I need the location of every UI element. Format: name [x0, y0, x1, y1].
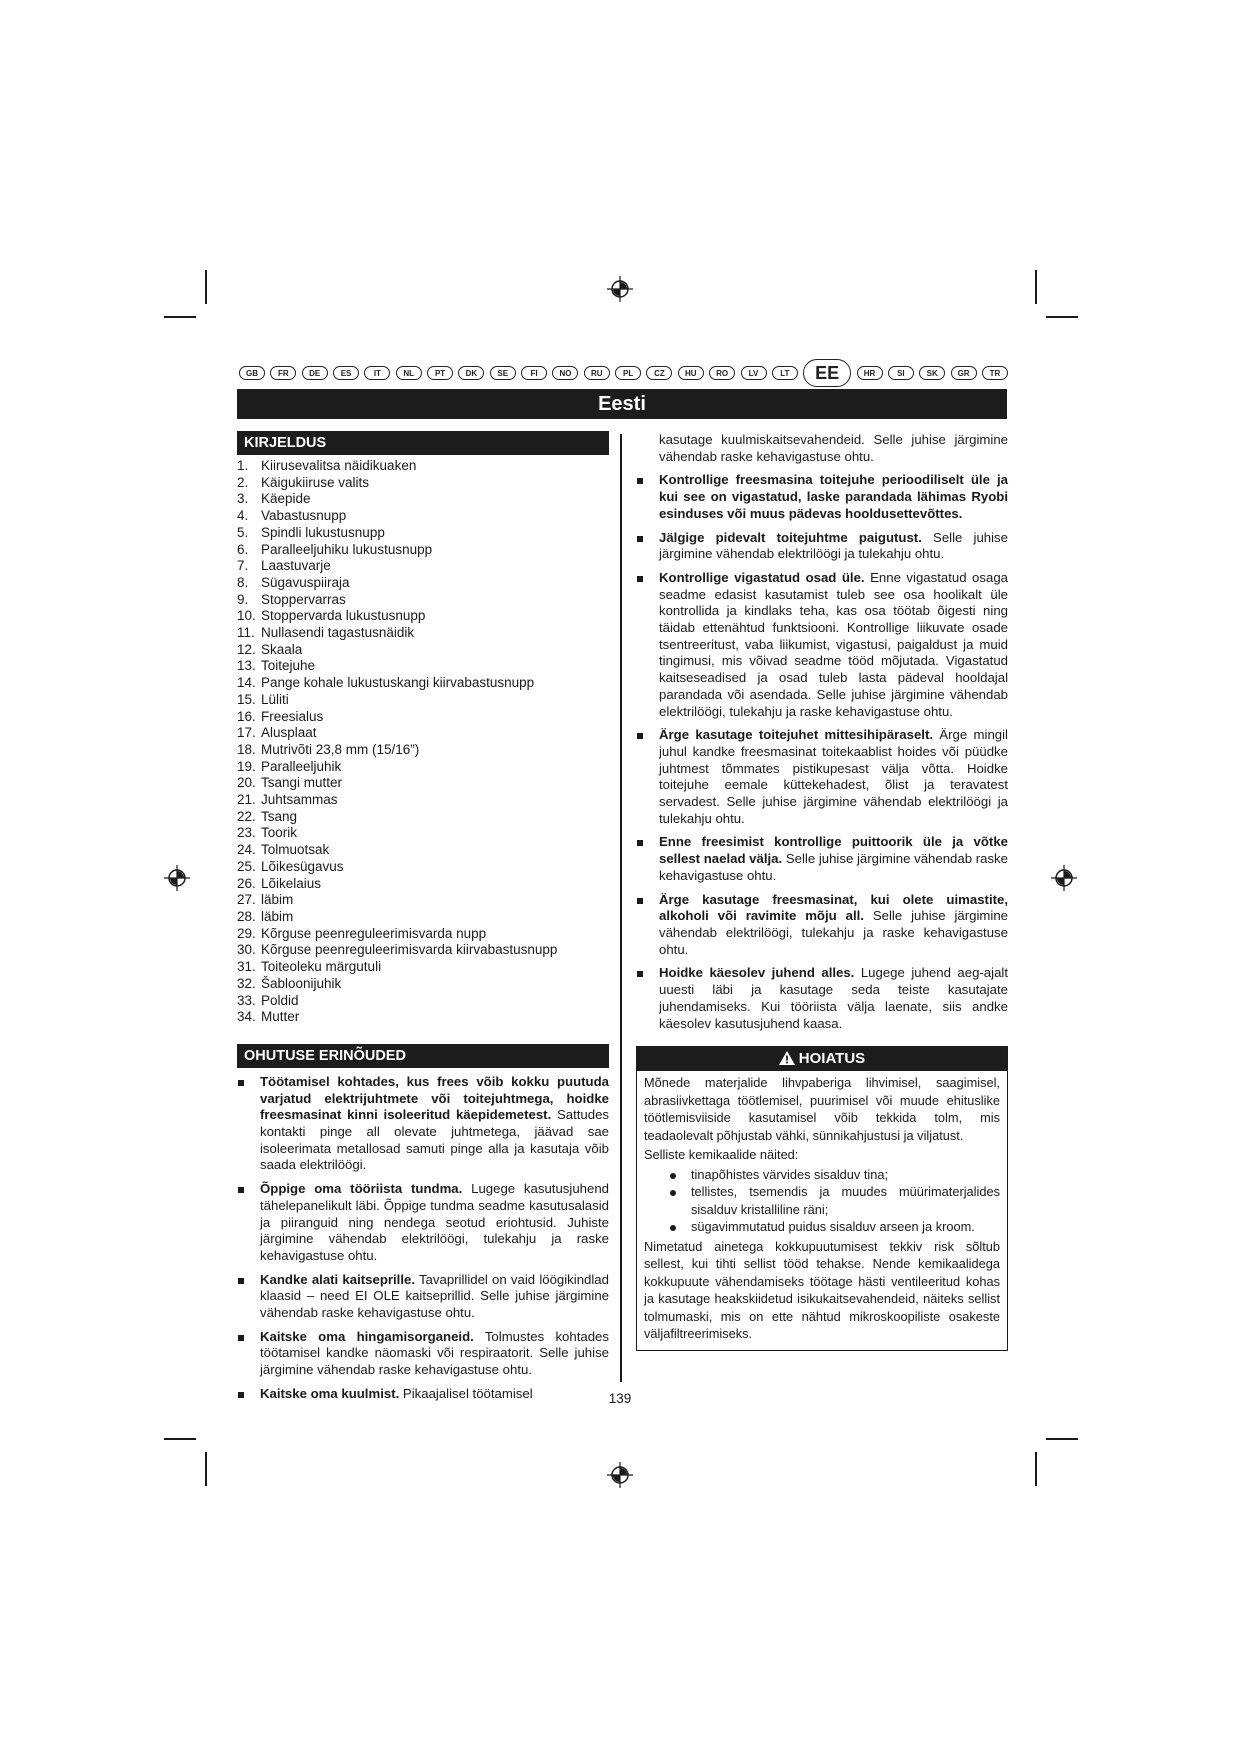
list-item-text: Paralleeljuhik	[261, 758, 342, 774]
language-badge-se: SE	[490, 366, 516, 380]
crop-mark	[1046, 316, 1078, 318]
safety-item-text: Tolmustes kohtades töötamisel kandke näomaski või respiraatorit. Selle juhise järgimine vähendab raske kehavigastuse ohtu.	[260, 1328, 609, 1378]
list-item-text: Pange kohale lukustuskangi kiirvabastusnupp	[261, 675, 535, 691]
safety-item-title: Enne freesimist kontrollige puittoorik üle ja võtke sellest naelad välja.	[659, 834, 1008, 867]
language-badge-gb: GB	[239, 366, 265, 380]
list-item-number: 13.	[237, 658, 256, 674]
warning-example-text: tellistes, tsemendis ja muudes müürimaterjalides sisalduv kristalliline räni;	[691, 1184, 1000, 1217]
registration-mark-icon	[607, 276, 633, 302]
list-item-number: 3.	[237, 491, 249, 507]
language-badge-ru: RU	[584, 366, 610, 380]
crop-mark	[1035, 270, 1037, 304]
language-badge-sk: SK	[919, 366, 945, 380]
section-heading-safety: OHUTUSE ERINÕUDED	[237, 1044, 609, 1068]
list-item-number: 12.	[237, 641, 256, 657]
safety-item	[237, 1181, 609, 1265]
safety-item	[636, 834, 1008, 884]
language-badge-tr: TR	[982, 366, 1008, 380]
warning-example-item	[644, 1218, 1000, 1236]
list-item	[237, 759, 609, 776]
list-item	[237, 642, 609, 659]
safety-item-title: Õppige oma tööriista tundma.	[260, 1181, 463, 1197]
warning-outro: Nimetatud ainetega kokkupuutumisest tekkiv risk sõltub sellest, kui tihti sellist tööd tehakse. Nende kemikaalidega kokkupuute vähendamiseks töötage hästi ventileeritud kohas ja kasutage heakskiidetud isikukaitsevahendeid, näiteks sellist tolmumaski, mis on ette nähtud mikroskoopiliste osakeste väljafiltreerimiseks.	[644, 1238, 1000, 1342]
list-item-text: läbim	[261, 908, 294, 924]
language-badge-gr: GR	[951, 366, 977, 380]
language-badge-cz: CZ	[646, 366, 672, 380]
bullet-square-icon	[238, 1335, 244, 1341]
language-badge-no: NO	[552, 366, 578, 380]
safety-item-text: Lugege juhend aeg-ajalt uuesti läbi ja kasutage seda teiste kasutajate juhendamiseks. Kui tööriista välja laenate, siis andke käesolev kasutusjuhend kaasa.	[659, 965, 1008, 1031]
list-item-text: Freesialus	[261, 708, 324, 724]
list-item	[237, 842, 609, 859]
list-item-number: 17.	[237, 725, 256, 741]
list-item-text: Alusplaat	[261, 725, 317, 741]
list-item-text: Kõrguse peenreguleerimisvarda nupp	[261, 925, 487, 941]
safety-list	[237, 1074, 609, 1403]
registration-mark-icon	[164, 865, 190, 891]
list-item	[237, 993, 609, 1010]
list-item-text: Juhtsammas	[261, 792, 338, 808]
list-item	[237, 809, 609, 826]
safety-item-text: Sattudes kontakti pinge all olevate juhtmetega, jäävad sae isoleerimata metallosad samuti pinge alla ja kasutaja võib saada elektrilöögi.	[260, 1107, 609, 1173]
list-item-number: 20.	[237, 775, 256, 791]
crop-mark	[164, 316, 196, 318]
language-badge-es: ES	[333, 366, 359, 380]
list-item	[237, 675, 609, 692]
list-item	[237, 859, 609, 876]
safety-item	[636, 892, 1008, 959]
list-item-text: Paralleeljuhiku lukustusnupp	[261, 541, 433, 557]
list-item-number: 1.	[237, 458, 249, 473]
list-item	[237, 525, 609, 542]
bullet-square-icon	[637, 840, 643, 846]
safety-item	[237, 1386, 609, 1403]
crop-mark	[1035, 1452, 1037, 1486]
list-item-text: Kõrguse peenreguleerimisvarda kiirvabastusnupp	[261, 942, 558, 958]
list-item	[237, 508, 609, 525]
list-item-number: 4.	[237, 508, 249, 524]
list-item-text: Nullasendi tagastusnäidik	[261, 625, 415, 641]
list-item-number: 30.	[237, 942, 256, 958]
language-badge-ro: RO	[709, 366, 735, 380]
parts-list	[237, 458, 609, 1026]
list-item	[237, 825, 609, 842]
list-item-text: Tsang	[261, 808, 298, 824]
list-item-text: Käepide	[261, 491, 311, 507]
language-badge-dk: DK	[458, 366, 484, 380]
safety-item-title: Kontrollige freesmasina toitejuhe perioodiliselt üle ja kui see on vigastatud, laske parandada lähimas Ryobi esinduses või muus pädevas hooldusettevõttes.	[659, 472, 1008, 521]
list-item-number: 33.	[237, 992, 256, 1008]
list-item-text: Lõikelaius	[261, 875, 322, 891]
list-item	[237, 558, 609, 575]
list-item-number: 6.	[237, 541, 249, 557]
safety-item-text: Selle juhise järgimine vähendab raske kehavigastuse ohtu.	[659, 851, 1008, 883]
safety-item-text: Selle juhise järgimine vähendab elektrilöögi, tulekahju ja raske kehavigastuse ohtu.	[659, 908, 1008, 957]
warning-intro: Mõnede materjalide lihvpaberiga lihvimisel, saagimisel, abrasiivkettaga töötlemisel, puurimisel või muude ehituslike töötlemisviiside kasutamisel võib tekkida tolm, mis teadaolevalt põhjustab vähki, sünnikahjustusi ja viljatust.	[644, 1075, 1000, 1143]
list-item-text: Mutrivõti 23,8 mm (15/16”)	[261, 741, 420, 757]
list-item-number: 24.	[237, 842, 256, 858]
list-item-number: 14.	[237, 675, 256, 691]
language-badge-hu: HU	[678, 366, 704, 380]
list-item-text: Toitejuhe	[261, 658, 316, 674]
list-item-number: 27.	[237, 892, 256, 908]
section-heading-description: KIRJELDUS	[237, 431, 609, 455]
list-item	[237, 892, 609, 909]
safety-item-title: Kontrollige vigastatud osad üle.	[659, 569, 865, 585]
list-item-number: 5.	[237, 524, 249, 540]
page-title: Eesti	[237, 389, 1007, 419]
list-item-text: Toiteoleku märgutuli	[261, 959, 382, 975]
bullet-square-icon	[238, 1187, 244, 1193]
bullet-dot-icon	[670, 1190, 676, 1196]
language-badge-fr: FR	[270, 366, 296, 380]
list-item-text: Sügavuspiiraja	[261, 574, 350, 590]
language-badge-ee: EE	[803, 359, 851, 387]
list-item-number: 9.	[237, 591, 249, 607]
list-item	[237, 909, 609, 926]
list-item	[237, 458, 609, 475]
list-item-number: 10.	[237, 608, 256, 624]
list-item-text: Tolmuotsak	[261, 842, 330, 858]
list-item-number: 2.	[237, 474, 249, 490]
list-item-text: Lõikesügavus	[261, 858, 344, 874]
list-item	[237, 725, 609, 742]
safety-item-title: Töötamisel kohtades, kus frees võib kokku puutuda varjatud elektrijuhtmete või toitejuhtmega, hoidke freesmasinat kinni isoleeritud käepidemetest.	[260, 1073, 609, 1123]
list-item-text: Lüliti	[261, 691, 289, 707]
language-badge-si: SI	[888, 366, 914, 380]
bullet-square-icon	[238, 1278, 244, 1284]
language-badge-hr: HR	[857, 366, 883, 380]
list-item	[237, 942, 609, 959]
warning-example-item	[644, 1166, 1000, 1184]
safety-item-title: Kaitske oma hingamisorganeid.	[260, 1328, 474, 1344]
list-item-number: 21.	[237, 792, 256, 808]
safety-item-text: Tavaprillidel on vaid löögikindlad klaasid – need EI OLE kaitseprillid. Selle juhise järgimine vähendab raske kehavigastuse ohtu.	[260, 1271, 609, 1321]
language-badge-pl: PL	[615, 366, 641, 380]
warning-examples-list	[644, 1166, 1000, 1236]
list-item-number: 11.	[237, 625, 255, 641]
list-item	[237, 658, 609, 675]
list-item-number: 25.	[237, 858, 256, 874]
bullet-square-icon	[637, 536, 643, 542]
safety-item-title: Hoidke käesolev juhend alles.	[659, 965, 855, 981]
safety-item-title: Kandke alati kaitseprille.	[260, 1271, 415, 1287]
list-item	[237, 876, 609, 893]
list-item-text: läbim	[261, 892, 294, 908]
safety-item-text: Pikaajalisel töötamisel	[399, 1385, 533, 1401]
list-item	[237, 542, 609, 559]
list-item-number: 15.	[237, 691, 256, 707]
warning-triangle-icon	[779, 1051, 795, 1065]
list-item	[237, 491, 609, 508]
list-item-number: 34.	[237, 1009, 256, 1025]
safety-item-title: Ärge kasutage freesmasinat, kui olete uimastite, alkoholi või ravimite mõju all.	[659, 891, 1008, 924]
warning-example-text: tinapõhistes värvides sisalduv tina;	[691, 1166, 889, 1182]
safety-item-text: Enne vigastatud osaga seadme edasist kasutamist tuleb see osa hoolikalt üle kontrollida ja kindlaks teha, kas osa töötab õigesti ning täidab ettenähtud funktsiooni. Kontrollige liikuvate osade tsentreeritust, vaba liikumist, vigastusi, paigaldust ja muid tingimusi, mis võivad seadme tööd mõjutada. Vigastatud kaitseseadised ja osad tuleb lasta pädeval hooldajal parandada või asendada. Selle juhise järgimine vähendab elektrilöögi, tulekahju ja raske kehavigastuse ohtu.	[659, 569, 1008, 719]
registration-mark-icon	[607, 1462, 633, 1488]
language-selector	[239, 358, 1008, 388]
safety-item	[636, 965, 1008, 1032]
safety-item-text: Selle juhise järgimine vähendab elektrilöögi ja tulekahju ohtu.	[659, 529, 1008, 562]
language-badge-nl: NL	[396, 366, 422, 380]
bullet-square-icon	[637, 478, 643, 484]
list-item	[237, 959, 609, 976]
warning-heading-text: HOIATUS	[798, 1050, 866, 1068]
list-item-number: 23.	[237, 825, 256, 841]
safety-item	[636, 570, 1008, 720]
crop-mark	[205, 270, 207, 304]
list-item-number: 22.	[237, 808, 256, 824]
list-item-text: Spindli lukustusnupp	[261, 524, 385, 540]
language-badge-de: DE	[302, 366, 328, 380]
page-number: 139	[608, 1391, 632, 1406]
safety-item-text: Ärge mingil juhul kandke freesmasinat toitekaablist hoides või püüdke juhtmest tõmmates pistikupesast välja võtta. Hoidke toitejuhe eemale küttekehadest, õlist ja teravatest servadest. Selle juhise järgimine vähendab elektrilöögi ja tulekahju ohtu.	[659, 727, 1008, 826]
list-item-number: 32.	[237, 975, 256, 991]
list-item-text: Tsangi mutter	[261, 775, 343, 791]
list-item-text: Poldid	[261, 992, 299, 1008]
list-item	[237, 792, 609, 809]
list-item-text: Käigukiiruse valits	[261, 474, 370, 490]
safety-item	[636, 472, 1008, 522]
list-item-text: Vabastusnupp	[261, 508, 347, 524]
language-badge-pt: PT	[427, 366, 453, 380]
list-item-number: 29.	[237, 925, 256, 941]
list-item	[237, 575, 609, 592]
list-item-number: 7.	[237, 558, 249, 574]
list-item-text: Šabloonijuhik	[261, 975, 342, 991]
bullet-square-icon	[637, 898, 643, 904]
list-item-number: 8.	[237, 574, 249, 590]
safety-item	[237, 1272, 609, 1322]
bullet-square-icon	[637, 733, 643, 739]
list-item	[237, 692, 609, 709]
language-badge-fi: FI	[521, 366, 547, 380]
crop-mark	[164, 1438, 196, 1440]
safety-item-title: Ärge kasutage toitejuhet mittesihipäraselt.	[659, 727, 934, 743]
list-item	[237, 709, 609, 726]
list-item	[237, 742, 609, 759]
safety-item-title: Kaitske oma kuulmist.	[260, 1385, 400, 1401]
bullet-square-icon	[238, 1080, 244, 1086]
safety-item	[237, 1074, 609, 1174]
list-item	[237, 608, 609, 625]
list-item	[237, 592, 609, 609]
warning-body	[637, 1071, 1007, 1350]
warning-heading	[637, 1047, 1007, 1071]
list-item	[237, 625, 609, 642]
registration-mark-icon	[1051, 865, 1077, 891]
bullet-square-icon	[238, 1392, 244, 1398]
list-item-text: Kiirusevalitsa näidikuaken	[261, 458, 417, 473]
language-badge-lv: LV	[741, 366, 767, 380]
warning-box	[636, 1046, 1008, 1351]
crop-mark	[1046, 1438, 1078, 1440]
bullet-square-icon	[637, 576, 643, 582]
warning-example-item	[644, 1183, 1000, 1218]
left-column	[237, 431, 609, 1410]
language-badge-lt: LT	[772, 366, 798, 380]
list-item-text: Stoppervarda lukustusnupp	[261, 608, 426, 624]
list-item-text: Mutter	[261, 1009, 300, 1025]
list-item-number: 19.	[237, 758, 256, 774]
list-item-text: Laastuvarje	[261, 558, 331, 574]
safety-continuation: kasutage kuulmiskaitsevahendeid. Selle juhise järgimine vähendab raske kehavigastuse ohtu.	[659, 432, 1008, 464]
list-item-number: 16.	[237, 708, 256, 724]
language-badge-it: IT	[364, 366, 390, 380]
safety-item	[237, 1329, 609, 1379]
list-item	[237, 775, 609, 792]
safety-item	[636, 530, 1008, 563]
safety-item	[636, 727, 1008, 827]
list-item-number: 31.	[237, 959, 256, 975]
list-item-number: 18.	[237, 741, 256, 757]
right-column	[636, 432, 1008, 1351]
safety-item-title: Jälgige pidevalt toitejuhtme paigutust.	[659, 529, 922, 545]
list-item	[237, 926, 609, 943]
warning-example-text: sügavimmutatud puidus sisalduv arseen ja kroom.	[691, 1219, 975, 1235]
crop-mark	[205, 1452, 207, 1486]
list-item-text: Stoppervarras	[261, 591, 346, 607]
safety-item-text: Lugege kasutusjuhend tähelepanelikult läbi. Õppige tundma seadme kasutusalasid ja piiranguid ning nendega seotud eriohtusid. Juhiste järgimine vähendab elektrilöögi, tulekahju ja raske kehavigastuse ohtu.	[260, 1181, 609, 1263]
list-item-number: 26.	[237, 875, 256, 891]
list-item	[237, 475, 609, 492]
list-item	[237, 976, 609, 993]
bullet-square-icon	[637, 971, 643, 977]
list-item-number: 28.	[237, 908, 256, 924]
column-divider	[620, 434, 622, 1382]
bullet-dot-icon	[670, 1173, 676, 1179]
warning-examples-label: Selliste kemikaalide näited:	[644, 1147, 799, 1163]
safety-list-continued	[636, 472, 1008, 1032]
list-item	[237, 1009, 609, 1026]
list-item-text: Toorik	[261, 825, 298, 841]
list-item-text: Skaala	[261, 641, 303, 657]
bullet-dot-icon	[670, 1225, 676, 1231]
